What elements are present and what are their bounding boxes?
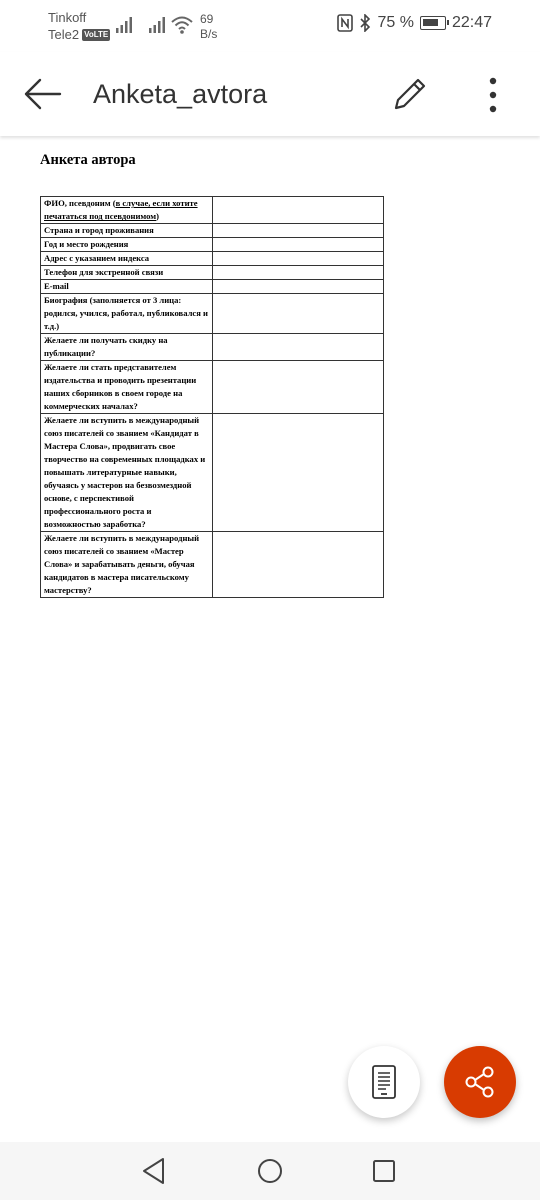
document-page <box>40 152 400 598</box>
question-cell: E-mail <box>41 280 213 294</box>
table-row <box>41 252 384 266</box>
more-vertical-icon[interactable] <box>482 76 504 114</box>
table-row <box>41 266 384 280</box>
net-speed: 69 B/s <box>200 12 218 41</box>
back-arrow-icon[interactable] <box>22 76 62 112</box>
question-cell: Желаете ли стать представителем издательства и проводить презентации наших сборников в своем городе на коммерческих началах? <box>41 361 213 414</box>
share-icon <box>463 1065 497 1099</box>
answer-cell <box>212 238 383 252</box>
question-cell: Год и место рождения <box>41 238 213 252</box>
system-nav-bar <box>0 1142 540 1200</box>
clock: 22:47 <box>451 14 492 31</box>
table-row <box>41 197 384 224</box>
pencil-icon[interactable] <box>390 74 430 114</box>
carrier-1: Tinkoff <box>48 10 87 25</box>
mobile-reader-icon <box>371 1065 397 1099</box>
questionnaire-table <box>40 196 384 598</box>
answer-cell <box>212 252 383 266</box>
table-row <box>41 224 384 238</box>
table-row <box>41 294 384 334</box>
table-row <box>41 532 384 598</box>
app-bar <box>0 52 540 136</box>
answer-cell <box>212 532 383 598</box>
answer-cell <box>212 266 383 280</box>
question-cell: Желаете ли вступить в международный союз писателей со званием «Мастер Слова» и зарабатывать деньги, обучая кандидатов в мастера писательскому мастерству? <box>41 532 213 598</box>
answer-cell <box>212 294 383 334</box>
question-cell: ФИО, псевдоним (в случае, если хотите печататься под псевдонимом) <box>41 197 213 224</box>
table-row <box>41 414 384 532</box>
answer-cell <box>212 334 383 361</box>
signal-icon-2 <box>148 16 166 34</box>
question-cell: Телефон для экстренной связи <box>41 266 213 280</box>
status-bar <box>0 0 540 52</box>
volte-badge: VoLTE <box>84 29 109 39</box>
table-row <box>41 280 384 294</box>
question-cell: Биография (заполняется от 3 лица: родился, учился, работал, публиковался и т.д.) <box>41 294 213 334</box>
document-title: Anketa_avtora <box>93 79 268 109</box>
battery-icon <box>420 16 446 30</box>
signal-icon <box>115 16 133 34</box>
share-button[interactable] <box>444 1046 516 1118</box>
home-circle-icon[interactable] <box>255 1156 285 1186</box>
back-triangle-icon[interactable] <box>139 1156 169 1186</box>
status-right <box>337 14 492 32</box>
answer-cell <box>212 361 383 414</box>
question-cell: Страна и город проживания <box>41 224 213 238</box>
table-row <box>41 238 384 252</box>
answer-cell <box>212 224 383 238</box>
nfc-icon <box>337 14 353 32</box>
recents-square-icon[interactable] <box>369 1156 399 1186</box>
question-cell: Желаете ли вступить в международный союз писателей со званием «Кандидат в Мастера Слова», продвигать свое творчество на современных площадках и повышать литературные навыки, обучаясь у мастеров на безвозмездной основе, с перспективой профессионального роста и возможностью заработка? <box>41 414 213 532</box>
answer-cell <box>212 197 383 224</box>
answer-cell <box>212 414 383 532</box>
wifi-icon <box>171 15 193 35</box>
carrier-2: Tele2 <box>48 27 80 42</box>
question-cell: Адрес с указанием индекса <box>41 252 213 266</box>
mobile-reader-button[interactable] <box>348 1046 420 1118</box>
table-row <box>41 361 384 414</box>
document-heading: Анкета автора <box>40 152 136 168</box>
table-row <box>41 334 384 361</box>
answer-cell <box>212 280 383 294</box>
question-cell: Желаете ли получать скидку на публикации? <box>41 334 213 361</box>
carrier-info <box>48 9 110 43</box>
battery-percent: 75 % <box>377 14 414 31</box>
bluetooth-icon <box>359 14 371 32</box>
